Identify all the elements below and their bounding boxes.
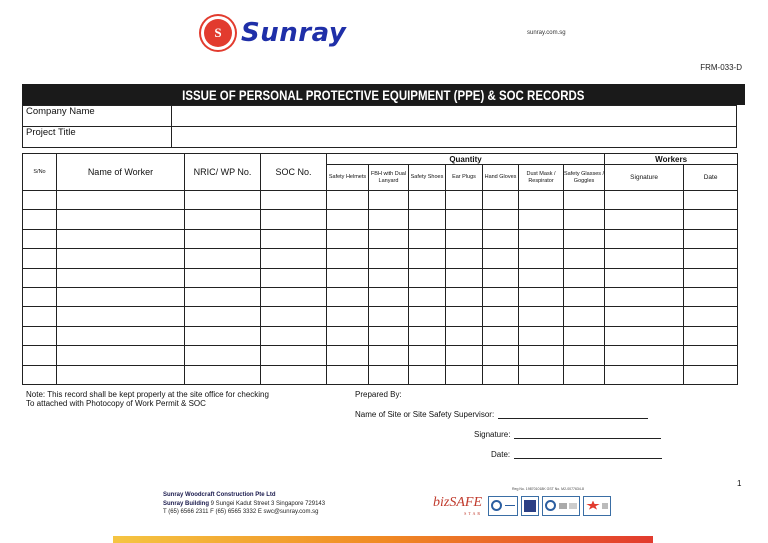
table-cell[interactable]	[483, 287, 519, 306]
note-text	[26, 390, 269, 408]
table-cell[interactable]	[684, 365, 738, 384]
iso-badge-icon	[488, 496, 518, 516]
table-cell[interactable]	[57, 326, 185, 345]
col-ear-plugs: Ear Plugs	[446, 165, 483, 191]
table-cell[interactable]	[57, 229, 185, 248]
table-cell[interactable]	[369, 229, 409, 248]
table-cell[interactable]	[409, 346, 446, 365]
table-cell[interactable]	[57, 287, 185, 306]
table-cell[interactable]	[409, 326, 446, 345]
ppe-records-table	[22, 153, 738, 385]
table-cell[interactable]	[409, 287, 446, 306]
col-hand-gloves: Hand Gloves	[483, 165, 519, 191]
table-cell[interactable]	[519, 249, 564, 268]
table-cell[interactable]	[446, 287, 483, 306]
table-cell[interactable]	[369, 287, 409, 306]
table-cell[interactable]	[605, 365, 684, 384]
table-cell[interactable]	[409, 307, 446, 326]
supervisor-label: Name of Site or Site Safety Supervisor:	[355, 410, 495, 419]
table-cell[interactable]	[483, 326, 519, 345]
note-line-1: Note: This record shall be kept properly at the site office for checking	[26, 390, 269, 399]
table-row	[23, 346, 738, 365]
table-cell[interactable]	[327, 307, 369, 326]
bizsafe-logo: bizSAFE STAR	[433, 495, 482, 516]
table-cell[interactable]	[261, 307, 327, 326]
header-group-row	[23, 154, 738, 165]
date-field[interactable]	[514, 450, 662, 459]
note-line-2: To attached with Photocopy of Work Permit & SOC	[26, 399, 206, 408]
table-cell[interactable]	[605, 191, 684, 210]
table-cell[interactable]	[446, 191, 483, 210]
table-cell[interactable]	[369, 191, 409, 210]
table-cell[interactable]	[519, 210, 564, 229]
footer-address	[163, 491, 325, 517]
table-cell[interactable]	[605, 287, 684, 306]
table-cell[interactable]	[409, 210, 446, 229]
table-cell[interactable]	[409, 249, 446, 268]
table-cell[interactable]	[185, 365, 261, 384]
company-name-field[interactable]	[172, 106, 737, 127]
certification-badge-icon	[521, 496, 539, 516]
table-cell[interactable]	[446, 307, 483, 326]
table-cell[interactable]	[446, 249, 483, 268]
table-cell[interactable]	[369, 249, 409, 268]
table-cell[interactable]	[23, 287, 57, 306]
table-cell[interactable]	[446, 268, 483, 287]
table-cell[interactable]	[185, 191, 261, 210]
col-safety-shoes: Safety Shoes	[409, 165, 446, 191]
table-cell[interactable]	[57, 191, 185, 210]
table-cell[interactable]	[483, 249, 519, 268]
table-cell[interactable]	[369, 268, 409, 287]
col-safety-helmets: Safety Helmets	[327, 165, 369, 191]
group-workers: Workers	[605, 154, 738, 165]
table-cell[interactable]	[684, 210, 738, 229]
table-cell[interactable]	[409, 191, 446, 210]
table-row	[23, 249, 738, 268]
table-cell[interactable]	[446, 210, 483, 229]
table-cell[interactable]	[446, 365, 483, 384]
table-cell[interactable]	[564, 191, 605, 210]
table-cell[interactable]	[185, 346, 261, 365]
col-nric: NRIC/ WP No.	[185, 154, 261, 191]
table-cell[interactable]	[369, 210, 409, 229]
table-row	[23, 268, 738, 287]
table-cell[interactable]	[327, 365, 369, 384]
table-cell[interactable]	[684, 326, 738, 345]
table-cell[interactable]	[369, 365, 409, 384]
table-cell[interactable]	[327, 287, 369, 306]
website-text: sunray.com.sg	[527, 30, 566, 36]
col-sno: S/No	[23, 154, 57, 191]
table-cell[interactable]	[23, 365, 57, 384]
company-name-label: Company Name	[23, 106, 172, 127]
signature-row	[474, 430, 661, 439]
table-cell[interactable]	[261, 287, 327, 306]
table-cell[interactable]	[519, 346, 564, 365]
table-cell[interactable]	[483, 346, 519, 365]
registration-number: Reg No. 198701018K GST No. M2-0077634-8	[512, 487, 584, 491]
table-cell[interactable]	[684, 249, 738, 268]
table-cell[interactable]	[564, 249, 605, 268]
col-safety-glasses: Safety Glasses / Goggles	[564, 165, 605, 191]
table-cell[interactable]	[684, 268, 738, 287]
table-cell[interactable]	[327, 229, 369, 248]
table-cell[interactable]	[261, 268, 327, 287]
table-cell[interactable]	[23, 249, 57, 268]
col-dust-mask: Dust Mask / Respirator	[519, 165, 564, 191]
table-cell[interactable]	[327, 249, 369, 268]
table-cell[interactable]	[23, 229, 57, 248]
table-cell[interactable]	[564, 326, 605, 345]
table-cell[interactable]	[261, 191, 327, 210]
table-cell[interactable]	[369, 307, 409, 326]
table-cell[interactable]	[446, 346, 483, 365]
table-row	[23, 191, 738, 210]
date-row	[491, 450, 662, 459]
col-signature: Signature	[605, 165, 684, 191]
table-cell[interactable]	[483, 365, 519, 384]
table-cell[interactable]	[605, 268, 684, 287]
table-cell[interactable]	[446, 326, 483, 345]
table-cell[interactable]	[185, 249, 261, 268]
table-cell[interactable]	[327, 191, 369, 210]
table-cell[interactable]	[327, 268, 369, 287]
table-cell[interactable]	[483, 268, 519, 287]
table-cell[interactable]	[605, 210, 684, 229]
records-body	[23, 191, 738, 385]
table-row	[23, 307, 738, 326]
signature-label: Signature:	[474, 430, 511, 439]
table-cell[interactable]	[261, 229, 327, 248]
table-cell[interactable]	[327, 326, 369, 345]
table-cell[interactable]	[57, 365, 185, 384]
table-cell[interactable]	[185, 326, 261, 345]
prepared-by-label: Prepared By:	[355, 390, 402, 399]
table-cell[interactable]	[605, 307, 684, 326]
info-table	[22, 105, 737, 148]
footer-company: Sunray Woodcraft Construction Pte Ltd	[163, 492, 276, 498]
footer-gradient-bar	[113, 536, 653, 543]
table-row	[23, 229, 738, 248]
footer-building: Sunray Building 9 Sungei Kadut Street 3 Singapore 729143	[163, 500, 326, 507]
table-row	[23, 210, 738, 229]
table-row	[23, 326, 738, 345]
table-cell[interactable]	[185, 287, 261, 306]
form-title: ISSUE OF PERSONAL PROTECTIVE EQUIPMENT (PPE) & SOC RECORDS	[22, 84, 745, 105]
company-row	[23, 106, 737, 127]
table-cell[interactable]	[684, 229, 738, 248]
table-cell[interactable]	[519, 268, 564, 287]
table-cell[interactable]	[564, 210, 605, 229]
col-fbh-lanyard: FBH with Dual Lanyard	[369, 165, 409, 191]
table-row	[23, 287, 738, 306]
table-cell[interactable]	[327, 346, 369, 365]
footer-contact: T (65) 6566 2311 F (65) 6565 3332 E swc@sunray.com.sg	[163, 509, 319, 515]
logo-emblem: S	[204, 19, 232, 47]
table-cell[interactable]	[261, 210, 327, 229]
table-cell[interactable]	[261, 346, 327, 365]
table-cell[interactable]	[684, 346, 738, 365]
quality-badge-icon	[542, 496, 580, 516]
table-cell[interactable]	[23, 346, 57, 365]
table-cell[interactable]	[605, 326, 684, 345]
table-cell[interactable]	[519, 307, 564, 326]
table-cell[interactable]	[261, 326, 327, 345]
table-cell[interactable]	[23, 191, 57, 210]
table-cell[interactable]	[23, 307, 57, 326]
table-cell[interactable]	[483, 191, 519, 210]
project-title-label: Project Title	[23, 127, 172, 148]
table-cell[interactable]	[684, 191, 738, 210]
table-cell[interactable]	[519, 287, 564, 306]
page-number: 1	[737, 479, 742, 488]
table-cell[interactable]	[519, 365, 564, 384]
table-cell[interactable]	[519, 229, 564, 248]
date-label: Date:	[491, 450, 511, 459]
table-cell[interactable]	[369, 346, 409, 365]
certification-logos	[433, 495, 611, 516]
project-row	[23, 127, 737, 148]
table-cell[interactable]	[23, 210, 57, 229]
table-cell[interactable]	[605, 346, 684, 365]
table-cell[interactable]	[483, 229, 519, 248]
table-cell[interactable]	[605, 229, 684, 248]
table-cell[interactable]	[684, 287, 738, 306]
table-cell[interactable]	[57, 346, 185, 365]
group-quantity: Quantity	[327, 154, 605, 165]
project-title-field[interactable]	[172, 127, 737, 148]
table-cell[interactable]	[409, 268, 446, 287]
table-cell[interactable]	[446, 229, 483, 248]
table-cell[interactable]	[564, 365, 605, 384]
table-cell[interactable]	[564, 307, 605, 326]
table-cell[interactable]	[409, 365, 446, 384]
table-cell[interactable]	[185, 307, 261, 326]
company-logo	[204, 18, 346, 48]
table-row	[23, 365, 738, 384]
col-date: Date	[684, 165, 738, 191]
col-soc: SOC No.	[261, 154, 327, 191]
award-badge-icon	[583, 496, 611, 516]
table-cell[interactable]	[564, 287, 605, 306]
table-cell[interactable]	[23, 268, 57, 287]
table-cell[interactable]	[564, 346, 605, 365]
signature-field[interactable]	[514, 430, 661, 439]
table-cell[interactable]	[57, 249, 185, 268]
table-cell[interactable]	[369, 326, 409, 345]
table-cell[interactable]	[57, 268, 185, 287]
logo-wordmark: Sunray	[241, 18, 347, 48]
table-cell[interactable]	[57, 210, 185, 229]
table-cell[interactable]	[483, 307, 519, 326]
table-cell[interactable]	[57, 307, 185, 326]
table-cell[interactable]	[605, 249, 684, 268]
table-cell[interactable]	[519, 191, 564, 210]
table-cell[interactable]	[185, 229, 261, 248]
table-cell[interactable]	[185, 268, 261, 287]
table-cell[interactable]	[684, 307, 738, 326]
form-code: FRM-033-D	[700, 63, 742, 72]
table-cell[interactable]	[564, 268, 605, 287]
supervisor-row	[355, 410, 648, 419]
table-cell[interactable]	[409, 229, 446, 248]
table-cell[interactable]	[185, 210, 261, 229]
col-name-of-worker: Name of Worker	[57, 154, 185, 191]
table-cell[interactable]	[327, 210, 369, 229]
table-cell[interactable]	[261, 249, 327, 268]
table-cell[interactable]	[483, 210, 519, 229]
table-cell[interactable]	[261, 365, 327, 384]
supervisor-field[interactable]	[498, 410, 648, 419]
table-cell[interactable]	[564, 229, 605, 248]
table-cell[interactable]	[519, 326, 564, 345]
table-cell[interactable]	[23, 326, 57, 345]
